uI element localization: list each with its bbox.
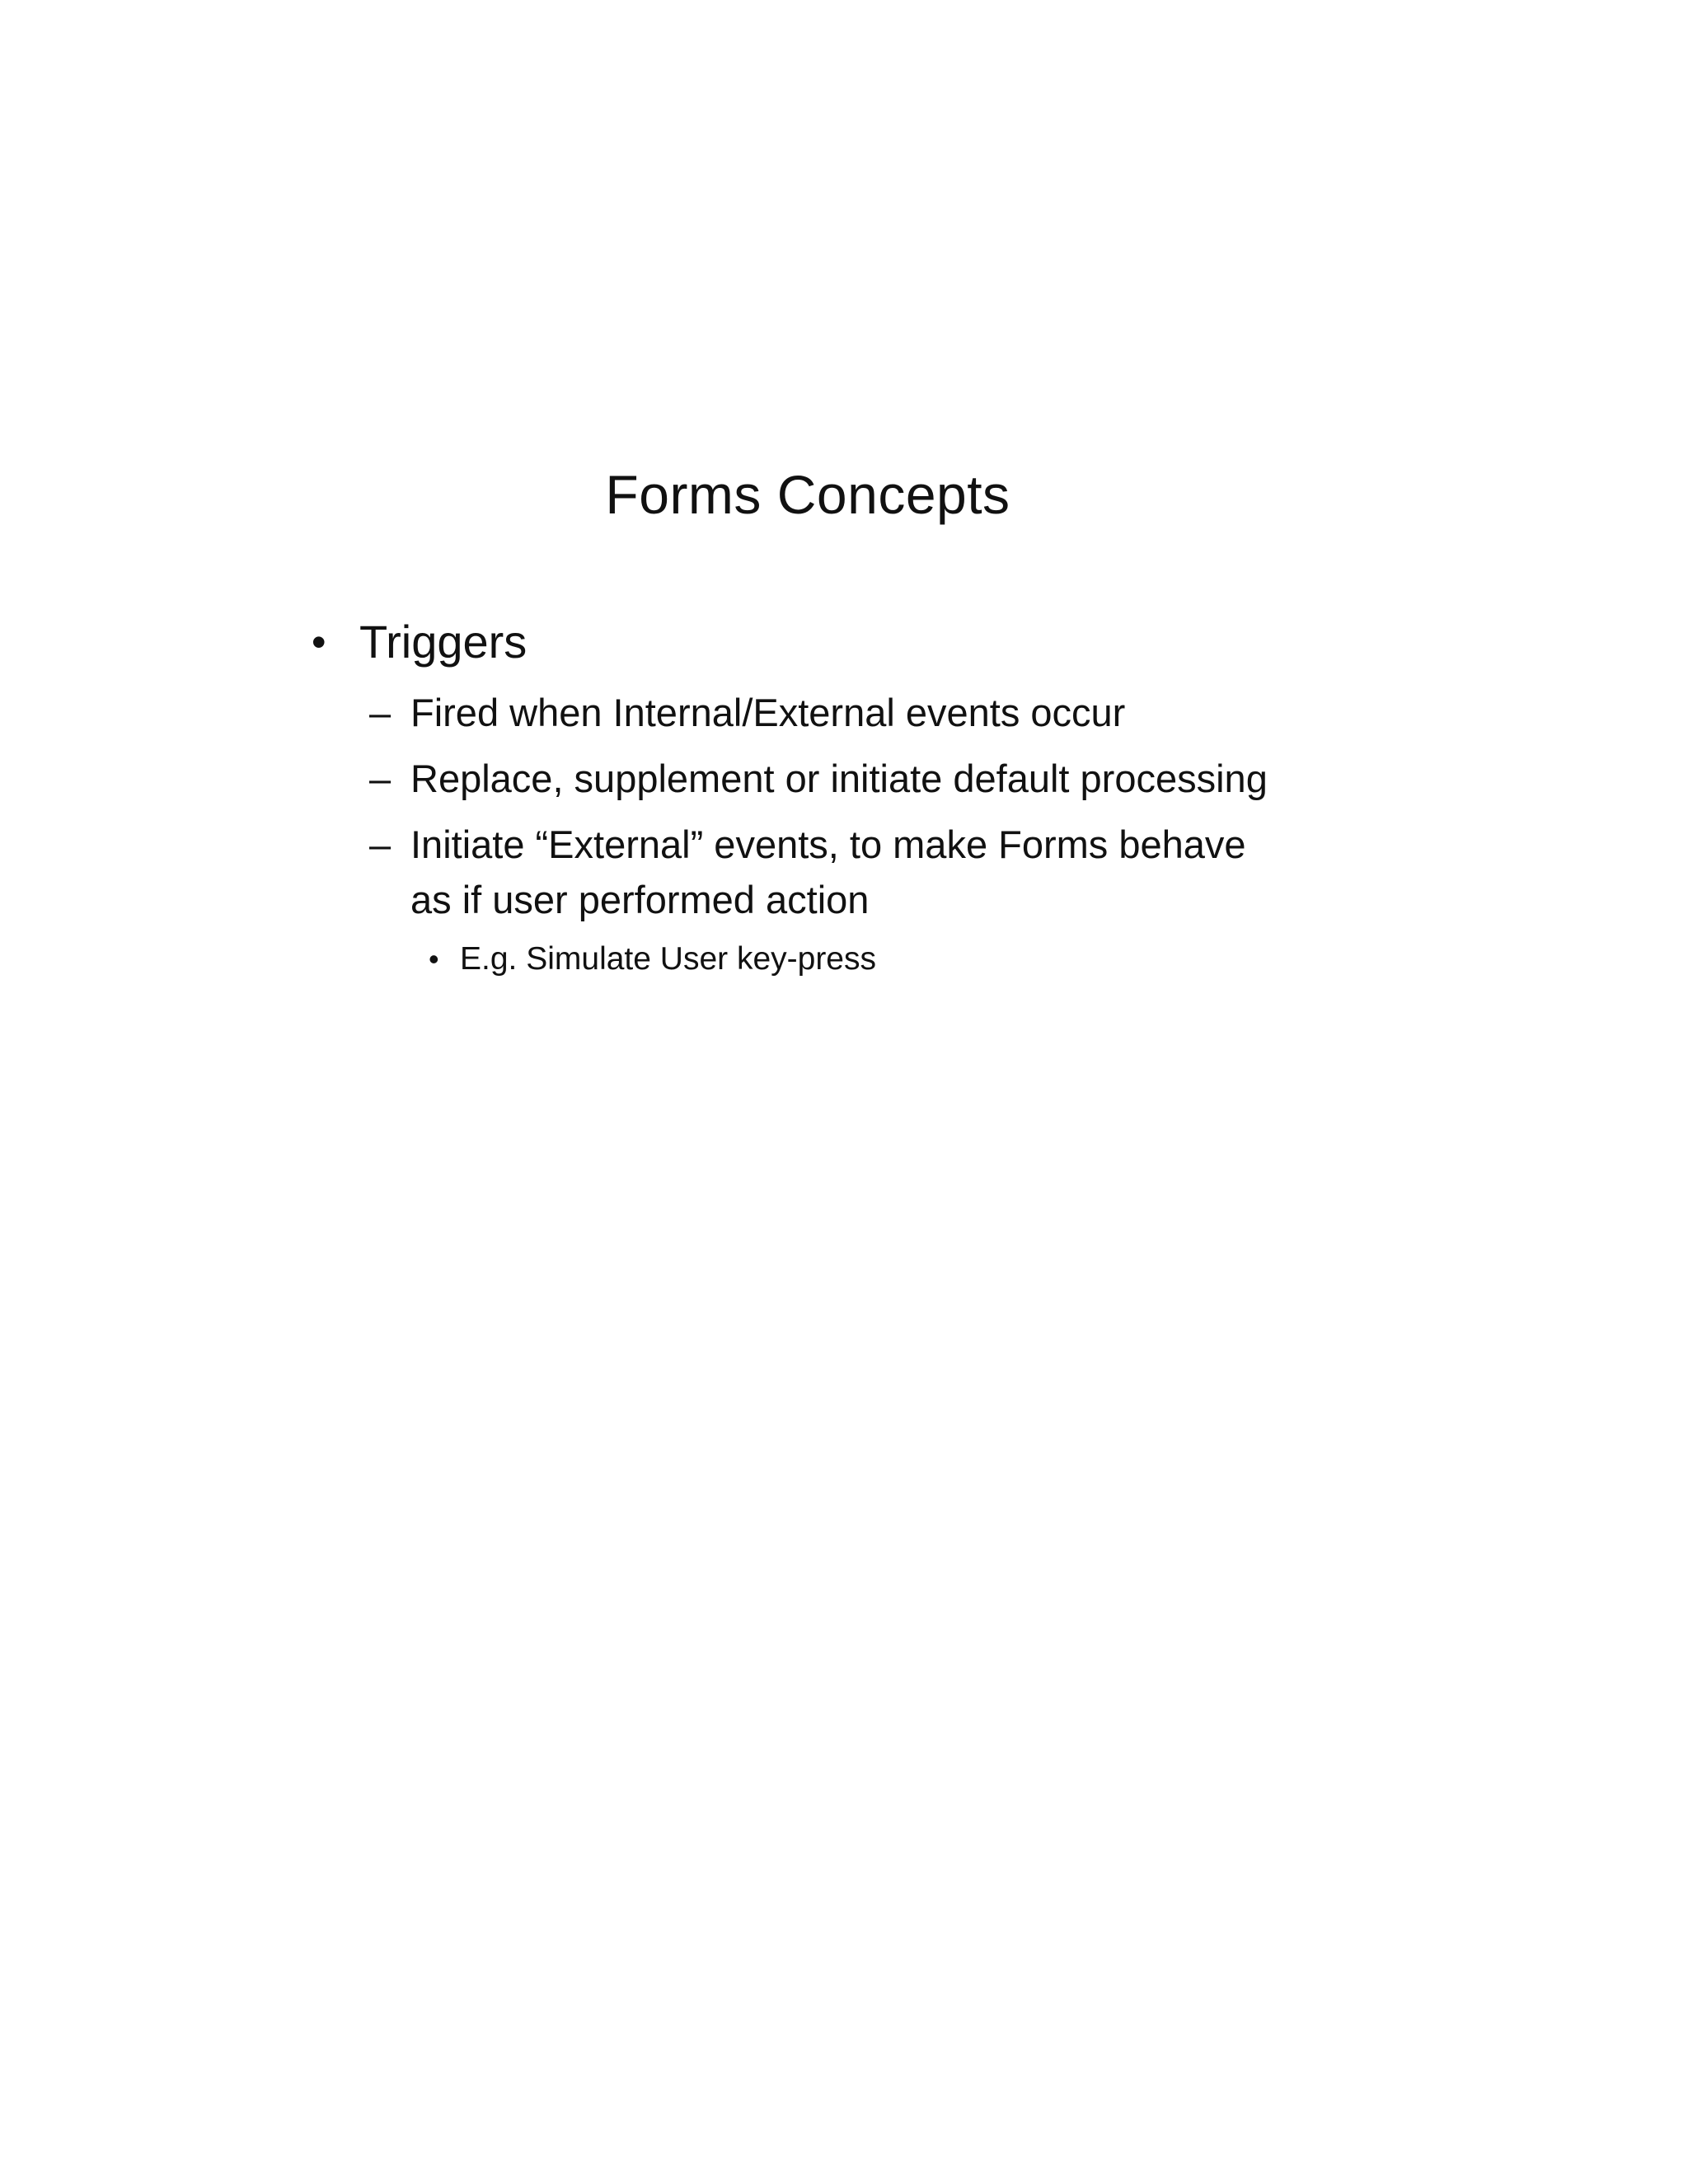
sub-sub-bullet-text: E.g. Simulate User key-press: [460, 941, 877, 977]
sub-bullet-text: Replace, supplement or initiate default processing: [410, 757, 1268, 800]
dash-marker: –: [369, 757, 392, 800]
sub-bullet-text-line1: Initiate “External” events, to make Forms behave: [410, 823, 1246, 866]
dash-marker: –: [369, 691, 392, 734]
slide-title: Forms Concepts: [605, 464, 1010, 525]
bullet-text: Triggers: [359, 616, 528, 668]
sub-bullet-text: Fired when Internal/External events occur: [410, 691, 1126, 734]
bullet-marker: •: [429, 942, 439, 976]
dash-marker: –: [369, 823, 392, 866]
bullet-marker: •: [312, 619, 326, 665]
sub-bullet-text-line2: as if user performed action: [410, 878, 870, 921]
